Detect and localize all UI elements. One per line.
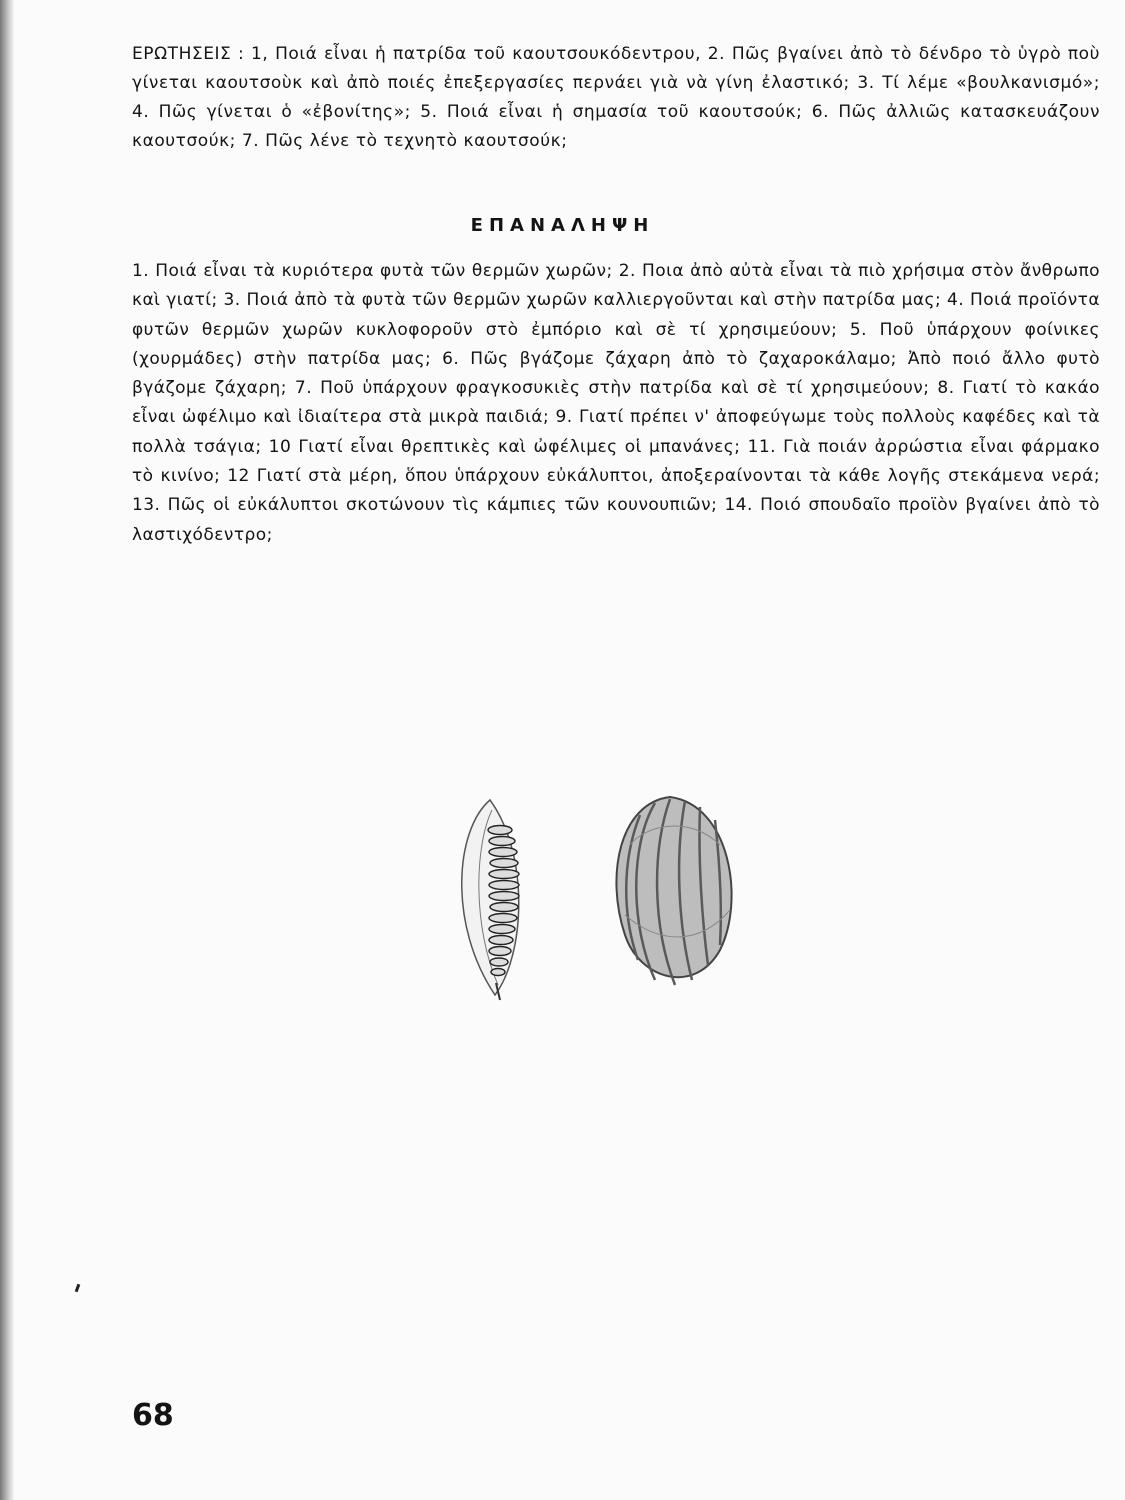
- section-title-review: ΕΠΑΝΑΛΗΨΗ: [470, 215, 655, 236]
- questions-paragraph: ΕΡΩΤΗΣΕΙΣ : 1, Ποιά εἶναι ἡ πατρίδα τοῦ καουτσουκόδεντρου, 2. Πῶς βγαίνει ἀπὸ τὸ δένδρο τὸ ὑγρὸ ποὺ γίνεται καουτσοὺκ καὶ ἀπὸ ποιές ἐπεξεργασίες περνάει γιὰ νὰ γίνη ἐλαστικό; 3. Τί λέμε «βουλκανισμό»; 4. Πῶς γίνεται ὁ «ἐβονίτης»; 5. Ποιά εἶναι ἡ σημασία τοῦ καουτσούκ; 6. Πῶς ἀλλιῶς κατασκευάζουν καουτσούκ; 7. Πῶς λένε τὸ τεχνητὸ καουτσούκ;: [132, 44, 1100, 151]
- stray-ink-mark: [75, 1284, 81, 1293]
- cacao-pod-cross-section-icon: [462, 800, 519, 1000]
- cacao-pod-icon: [616, 797, 731, 985]
- review-paragraph: 1. Ποιά εἶναι τὰ κυριότερα φυτὰ τῶν θερμῶν χωρῶν; 2. Ποια ἀπὸ αὐτὰ εἶναι τὰ πιὸ χρήσιμα στὸν ἄνθρωπο καὶ γιατί; 3. Ποιά ἀπὸ τὰ φυτὰ τῶν θερμῶν χωρῶν καλλιεργοῦνται καὶ στὴν πατρίδα μας; 4. Ποιά προϊόντα φυτῶν θερμῶν χωρῶν κυκλοφοροῦν στὸ ἐμπόριο καὶ σὲ τί χρησιμεύουν; 5. Ποῦ ὑπάρχουν φοίνικες (χουρμάδες) στὴν πατρίδα μας; 6. Πῶς βγάζομε ζάχαρη ἀπὸ τὸ ζαχαροκάλαμο; Ἀπὸ ποιό ἄλλο φυτὸ βγάζομε ζάχαρη; 7. Ποῦ ὑπάρχουν φραγκοσυκιὲς στὴν πατρίδα καὶ σὲ τί χρησιμεύουν; 8. Γιατί τὸ κακάο εἶναι ὠφέλιμο καὶ ἰδιαίτερα στὰ μικρὰ παιδιά; 9. Γιατί πρέπει ν' ἀποφεύγωμε τοὺς πολλοὺς καφέδες καὶ τὰ πολλὰ τσάγια; 10 Γιατί εἶναι θρεπτικὲς καὶ ὠφέλιμες οἱ μπανάνες; 11. Γιὰ ποιάν ἀρρώστια εἶναι φάρμακο τὸ κινίνο; 12 Γιατί στὰ μέρη, ὅπου ὑπάρχουν εὐκάλυπτοι, ἀποξεραίνονται τὰ κάθε λογῆς στεκάμενα νερά; 13. Πῶς οἱ εὐκάλυπτοι σκοτώνουν τὶς κάμπιες τῶν κουνουπιῶν; 14. Ποιό σπουδαῖο προϊὸν βγαίνει ἀπὸ τὸ λαστιχόδεντρο;: [132, 261, 1100, 545]
- cacao-illustrations: [430, 785, 760, 1015]
- cacao-illustration-svg: [430, 785, 760, 1015]
- page-number: 68: [132, 1398, 174, 1433]
